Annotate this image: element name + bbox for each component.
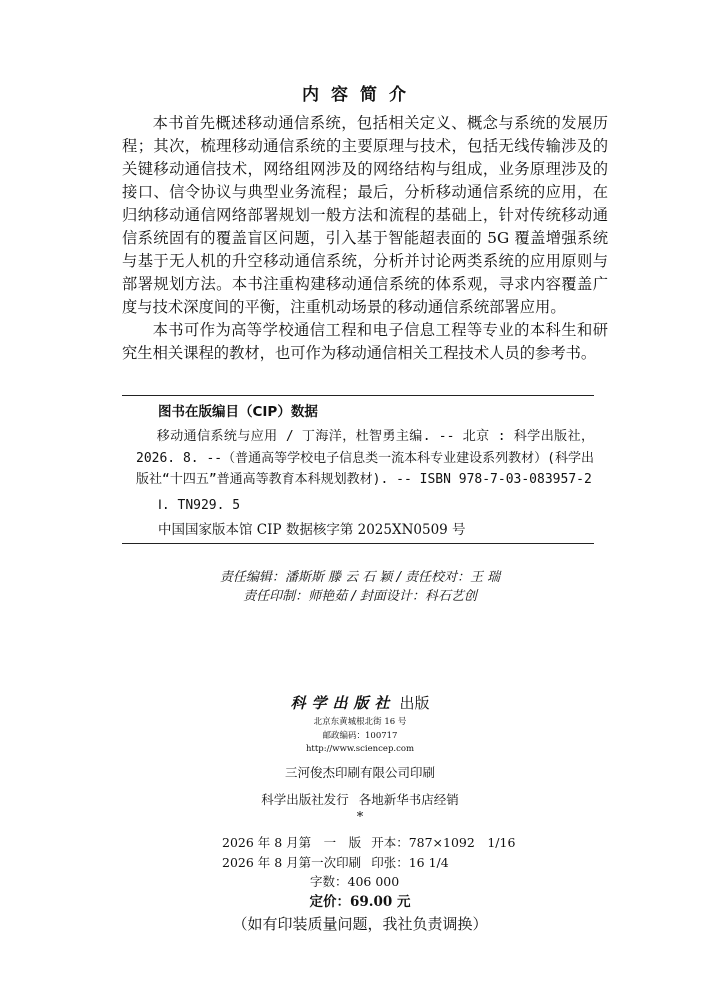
book-format: 开本：787×1092 1/16 xyxy=(371,835,516,850)
price: 定价：69.00 元 xyxy=(309,894,411,910)
summary-section xyxy=(122,112,608,365)
print-manager: 责任印制：师艳茹 xyxy=(243,589,348,604)
distributor: 科学出版社发行 xyxy=(261,792,349,807)
summary-paragraph: 本书可作为高等学校通信工程和电子信息工程等专业的本科生和研究生相关课程的教材，也可作为移动通信相关工程技术人员的参考书。 xyxy=(122,321,608,362)
print-sheets: 印张：16 1/4 xyxy=(371,855,449,870)
responsible-editors: 责任编辑：潘斯斯 滕 云 石 颖 xyxy=(219,570,393,585)
cip-classification: Ⅰ. TN929. 5 xyxy=(158,497,241,513)
impression-line xyxy=(222,853,449,873)
edition-line xyxy=(222,833,515,853)
publisher-line xyxy=(0,692,720,713)
cip-record: 移动通信系统与应用 / 丁海洋，杜智勇主编. -- 北京 : 科学出版社，2026. 8. --（普通高等学校电子信息类一流本科专业建设系列教材）(科学出版社“十四五”普通高等教育本科规划教材). -- ISBN 978-7-03-083957-2 xyxy=(136,429,594,487)
staff-line-editors: 责任编辑：潘斯斯 滕 云 石 颖 / 责任校对：王 瑞 xyxy=(219,570,501,585)
edition: 2026 年 8 月第 一 版 xyxy=(222,835,362,850)
cip-number: 中国国家版本馆 CIP 数据核字第 2025XN0509 号 xyxy=(158,521,466,538)
impression: 2026 年 8 月第一次印刷 xyxy=(222,855,362,870)
publisher-postcode: 邮政编码：100717 xyxy=(322,731,398,741)
cip-block xyxy=(122,395,594,544)
cover-designer: 封面设计：科石艺创 xyxy=(359,589,477,604)
printer-line: 三河俊杰印刷有限公司印刷 xyxy=(284,765,435,780)
responsible-proofreader: 责任校对：王 瑞 xyxy=(405,570,501,585)
summary-title: 内容简介 xyxy=(302,85,418,105)
summary-paragraph: 本书首先概述移动通信系统，包括相关定义、概念与系统的发展历程；其次，梳理移动通信系统的主要原理与技术，包括无线传输涉及的关键移动通信技术，网络组网涉及的网络结构与组成，业务原理涉及的接口、信令协议与典型业务流程；最后，分析移动通信系统的应用，在归纳移动通信网络部署规划一般方法和流程的基础上，针对传统移动通信系统固有的覆盖盲区问题，引入基于智能超表面的 5G 覆盖增强系统与基于无人机的升空移动通信系统，分析并讨论两类系统的应用原则与部署规划方法。本书注重构建移动通信系统的体系观，寻求内容覆盖广度与技术深度间的平衡，注重机动场景的移动通信系统部署应用。 xyxy=(122,114,608,316)
distribution-line xyxy=(0,790,720,808)
publisher-logo-text: 科学出版社 xyxy=(290,694,396,712)
cip-heading: 图书在版编目（CIP）数据 xyxy=(158,404,318,420)
publisher-suffix: 出版 xyxy=(399,694,430,712)
quality-note: （如有印装质量问题，我社负责调换） xyxy=(232,915,488,933)
word-count: 字数：406 000 xyxy=(310,874,400,889)
staff-line-production: 责任印制：师艳茹 / 封面设计：科石艺创 xyxy=(243,589,477,604)
publisher-address: 北京东黄城根北街 16 号 xyxy=(313,717,407,727)
publisher-website: http://www.sciencep.com xyxy=(305,744,415,754)
separator-star: * xyxy=(356,810,364,825)
sellers: 各地新华书店经销 xyxy=(358,792,459,807)
